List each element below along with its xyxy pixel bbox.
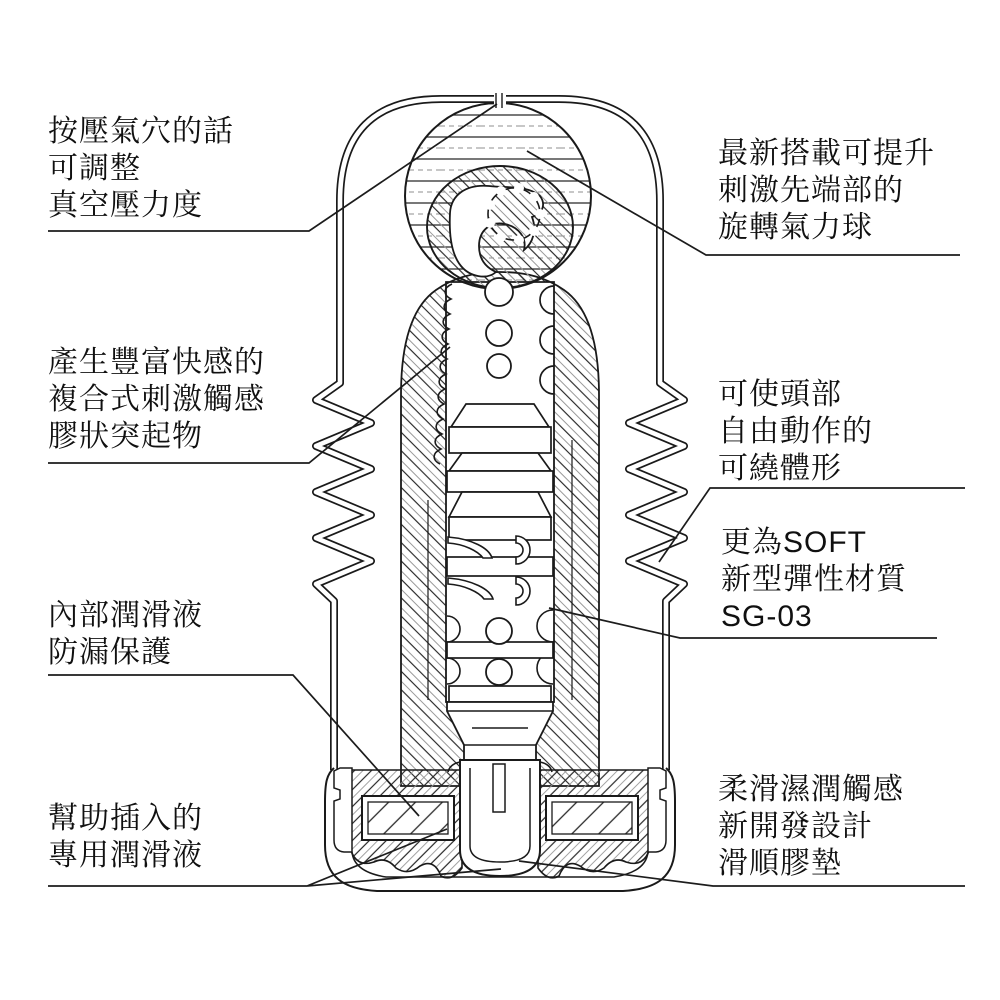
channel-features bbox=[434, 278, 554, 760]
label-line: 產生豐富快感的 bbox=[48, 346, 265, 379]
label-line: 旋轉氣力球 bbox=[718, 211, 873, 244]
label-insertion-lubricant bbox=[48, 800, 203, 874]
label-soft-material bbox=[721, 524, 907, 635]
label-line: 幫助插入的 bbox=[48, 802, 203, 835]
label-line: 刺激先端部的 bbox=[718, 174, 904, 207]
label-line: 新開發設計 bbox=[718, 810, 873, 843]
label-line: 按壓氣穴的話 bbox=[48, 115, 234, 148]
label-gel-nubs bbox=[48, 344, 265, 455]
label-line: 滑順膠墊 bbox=[718, 847, 842, 880]
label-internal-lubricant bbox=[48, 597, 203, 671]
base-assembly bbox=[325, 760, 675, 891]
label-line: 真空壓力度 bbox=[48, 189, 203, 222]
label-line: 柔滑濕潤觸感 bbox=[718, 773, 904, 806]
left-clip bbox=[334, 768, 352, 852]
label-line: 更為SOFT bbox=[721, 526, 867, 559]
label-gel-cushion bbox=[718, 771, 904, 882]
label-line: 可繞體形 bbox=[718, 452, 842, 485]
label-flexible-body bbox=[718, 376, 873, 487]
label-line: 複合式刺激觸感 bbox=[48, 383, 265, 416]
label-line: 內部潤滑液 bbox=[48, 599, 203, 632]
label-vacuum-pressure-control bbox=[48, 113, 234, 224]
label-rolling-air-ball bbox=[718, 135, 935, 246]
label-line: 防漏保護 bbox=[48, 636, 172, 669]
label-line: 自由動作的 bbox=[718, 415, 873, 448]
label-line: 最新搭載可提升 bbox=[718, 137, 935, 170]
entrance-slit bbox=[493, 764, 505, 812]
label-line: 新型彈性材質 bbox=[721, 563, 907, 596]
label-line: 可調整 bbox=[48, 152, 141, 185]
label-line: 膠狀突起物 bbox=[48, 420, 203, 453]
label-line: SG-03 bbox=[721, 600, 813, 633]
right-clip bbox=[648, 768, 666, 852]
label-line: 專用潤滑液 bbox=[48, 839, 203, 872]
label-line: 可使頭部 bbox=[718, 378, 842, 411]
